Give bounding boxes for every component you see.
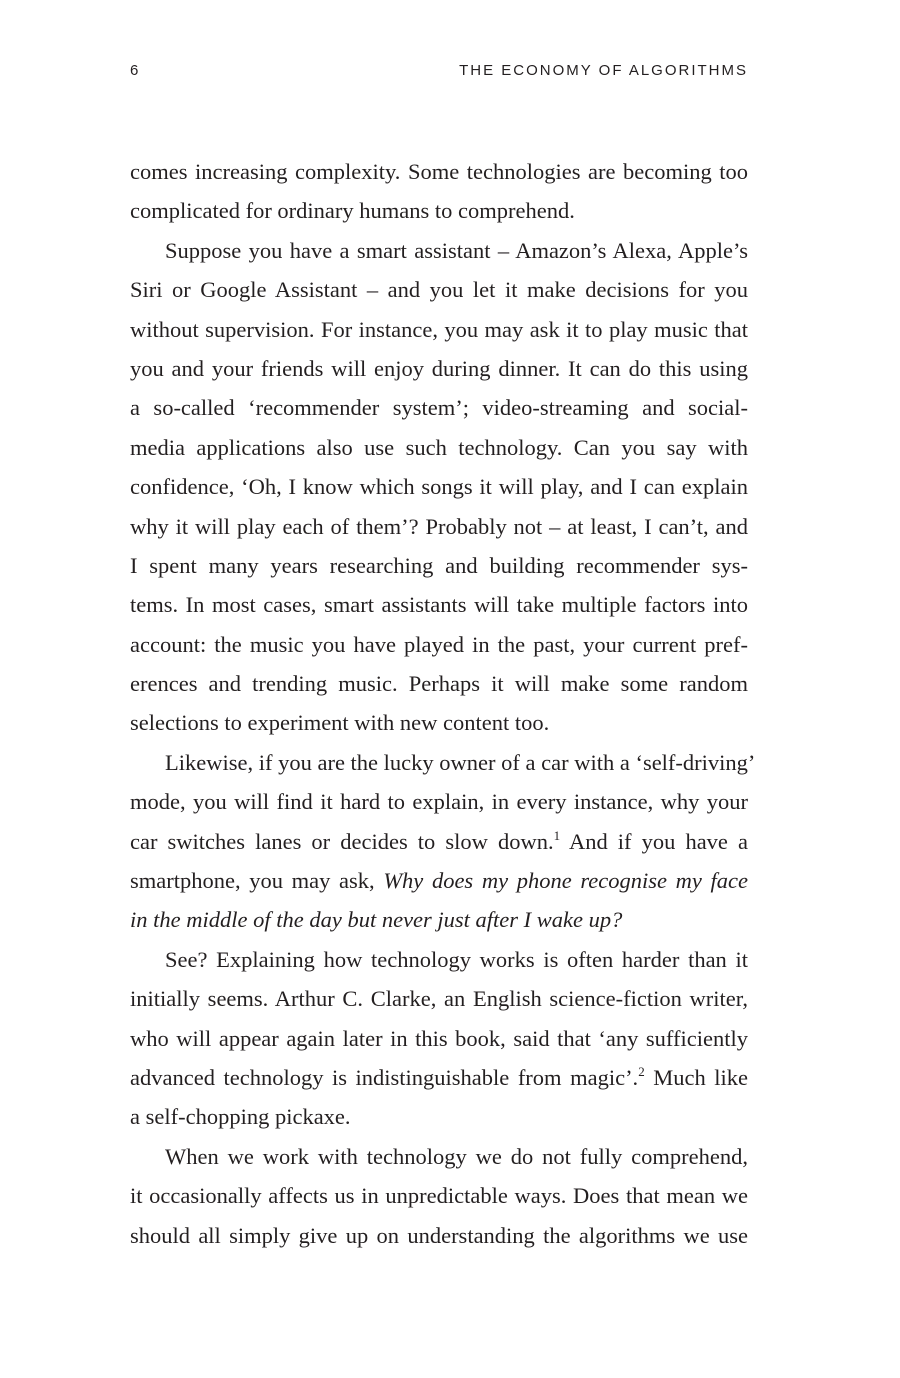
text-line: Siri or Google Assistant – and you let it make decisions for you: [130, 277, 748, 303]
text-line: See? Explaining how technology works is often harder than it: [165, 946, 748, 972]
footnote-marker-1[interactable]: 1: [553, 827, 561, 843]
page-number: 6: [130, 62, 139, 79]
text-run: smartphone, you may ask,: [130, 868, 384, 894]
text-line: When we work with technology we do not fully comprehend,: [165, 1143, 748, 1169]
italic-text: Why does my phone recognise my face: [383, 868, 748, 894]
text-line: comes increasing complexity. Some technologies are becoming too: [130, 159, 748, 184]
text-line: selections to experiment with new content too.: [130, 710, 550, 736]
italic-text: in the middle of the day but never just after I wake up?: [130, 907, 623, 933]
text-line: why it will play each of them’? Probably not – at least, I can’t, and: [130, 513, 748, 539]
text-run: And if you have a: [560, 828, 748, 854]
text-line: Suppose you have a smart assistant – Amazon’s Alexa, Apple’s: [165, 237, 748, 263]
footnote-marker-2[interactable]: 2: [638, 1063, 645, 1079]
running-head: [130, 62, 748, 86]
text-line: you and your friends will enjoy during dinner. It can do this using: [130, 355, 748, 381]
text-line: mode, you will find it hard to explain, in every instance, why your: [130, 789, 748, 815]
text-line: without supervision. For instance, you may ask it to play music that: [130, 316, 748, 342]
text-line: account: the music you have played in the past, your current pref-: [130, 631, 748, 657]
text-line: should all simply give up on understanding the algorithms we use: [130, 1222, 748, 1248]
text-line: [130, 900, 748, 939]
text-line: who will appear again later in this book, said that ‘any sufficiently: [130, 1025, 748, 1051]
text-run: Much like: [644, 1064, 748, 1090]
text-line: media applications also use such technology. Can you say with: [130, 434, 748, 460]
text-line: erences and trending music. Perhaps it will make some random: [130, 671, 748, 697]
text-line: [130, 1058, 748, 1097]
text-line: Likewise, if you are the lucky owner of a car with a ‘self-driving’: [165, 749, 756, 775]
text-line: [130, 822, 748, 861]
text-run: car switches lanes or decides to slow down.: [130, 828, 554, 854]
text-line: tems. In most cases, smart assistants will take multiple factors into: [130, 592, 748, 618]
text-line: it occasionally affects us in unpredictable ways. Does that mean we: [130, 1183, 748, 1209]
text-run: advanced technology is indistinguishable from magic’.: [130, 1064, 639, 1090]
text-line: [130, 861, 748, 900]
text-line: a self-chopping pickaxe.: [130, 1104, 351, 1130]
text-line: initially seems. Arthur C. Clarke, an English science-fiction writer,: [130, 986, 748, 1012]
text-line: confidence, ‘Oh, I know which songs it will play, and I can explain: [130, 474, 748, 500]
text-line: I spent many years researching and building recommender sys-: [130, 552, 748, 578]
book-title: THE ECONOMY OF ALGORITHMS: [459, 62, 748, 79]
text-line: a so-called ‘recommender system’; video-streaming and social-: [130, 395, 748, 421]
text-line: complicated for ordinary humans to comprehend.: [130, 198, 575, 224]
body-text: [130, 152, 756, 1255]
